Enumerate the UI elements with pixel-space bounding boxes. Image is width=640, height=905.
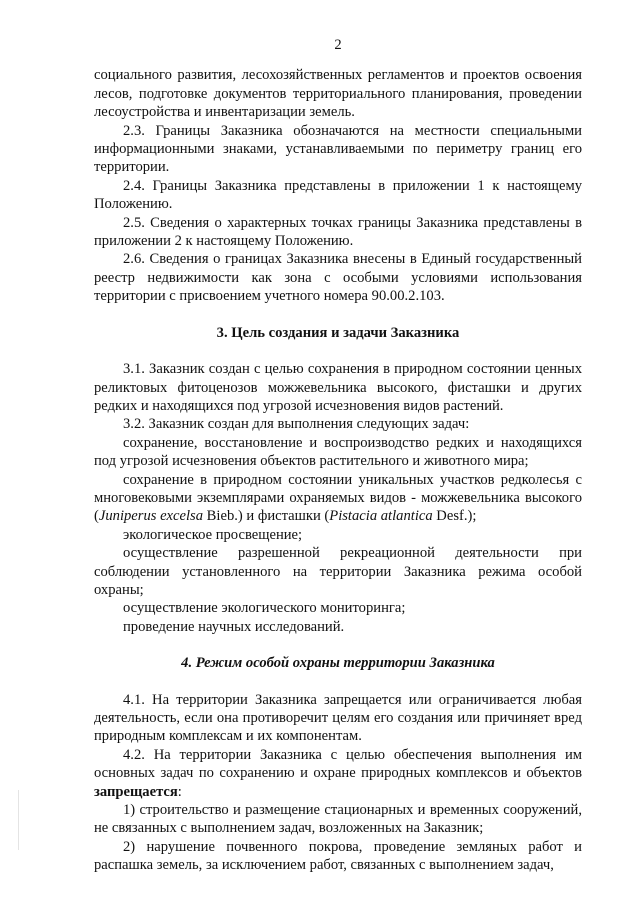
section-3-heading: 3. Цель создания и задачи Заказника [216,324,460,341]
scan-margin-mark [18,790,19,850]
prohibition-item-2: 2) нарушение почвенного покрова, проведение земляных работ и распашка земель, за исключением работ, связанных с выполнением задач, [94,838,582,874]
paragraph-3-1: 3.1. Заказник создан с целью сохранения в природном состоянии ценных реликтовых фитоценозов можжевельника высокого, фисташки и других редких и находящихся под угрозой исчезновения видов растений. [94,361,582,414]
task-item-education: экологическое просвещение; [123,526,303,543]
paragraph-2-3: 2.3. Границы Заказника обозначаются на местности специальными информационными знаками, устанавливаемыми по периметру границ его территории. [94,122,582,176]
prohibition-item-1: 1) строительство и размещение стационарных и временных сооружений, не связанных с выполнением задач, возложенных на Заказник; [94,802,582,837]
paragraph-4-1: 4.1. На территории Заказника запрещается или ограничивается любая деятельность, если она противоречит целям его создания или причиняет вред природным комплексам и их компонентам. [94,691,582,745]
page-number: 2 [334,37,342,53]
prohibited-keyword: запрещается [94,783,178,800]
task-text-a: сохранение в природном состоянии уникальных участков редколесья с многовековыми экземплярами охраняемых видов - можжевельника высокого ( [94,471,582,525]
section-4-heading: 4. Режим особой охраны территории Заказника [181,655,495,672]
task-item-natural-state [94,471,582,526]
task-item-recreation: осуществление разрешенной рекреационной деятельности при соблюдении установленного на территории Заказника режима особой охраны; [94,545,582,598]
paragraph-3-2: 3.2. Заказник создан для выполнения следующих задач: [123,416,470,433]
task-item-research: проведение научных исследований. [123,618,345,635]
paragraph-4-2-text: 4.2. На территории Заказника с целью обеспечения выполнения им основных задач по сохранению и охране природных комплексов и объектов [94,746,582,782]
task-text-c: Desf.); [432,508,477,525]
paragraph-2-4: 2.4. Границы Заказника представлены в приложении 1 к настоящему Положению. [94,177,582,213]
paragraph-2-5: 2.5. Сведения о характерных точках границы Заказника представлены в приложении 2 к настоящему Положению. [94,214,582,250]
species-juniperus: Juniperus excelsa [98,508,204,525]
paragraph-2-6: 2.6. Сведения о границах Заказника внесены в Единый государственный реестр недвижимости как зона с особыми условиями использования территории с присвоением учетного номера 90.00.2.103. [94,251,582,305]
task-item-preservation: сохранение, восстановление и воспроизводство редких и находящихся под угрозой исчезновения объектов растительного и животного мира; [94,434,582,470]
task-text-b: Bieb.) и фисташки ( [203,508,330,525]
paragraph-4-2-colon: : [177,783,182,800]
paragraph-4-2 [94,746,582,801]
species-pistacia: Pistacia atlantica [329,508,433,525]
task-item-monitoring: осуществление экологического мониторинга; [123,600,406,617]
paragraph-continuation: социального развития, лесохозяйственных регламентов и проектов освоения лесов, подготовке документов территориального планирования, проведении лесоустройства и инвентаризации земель. [94,67,582,121]
document-page [94,36,582,875]
